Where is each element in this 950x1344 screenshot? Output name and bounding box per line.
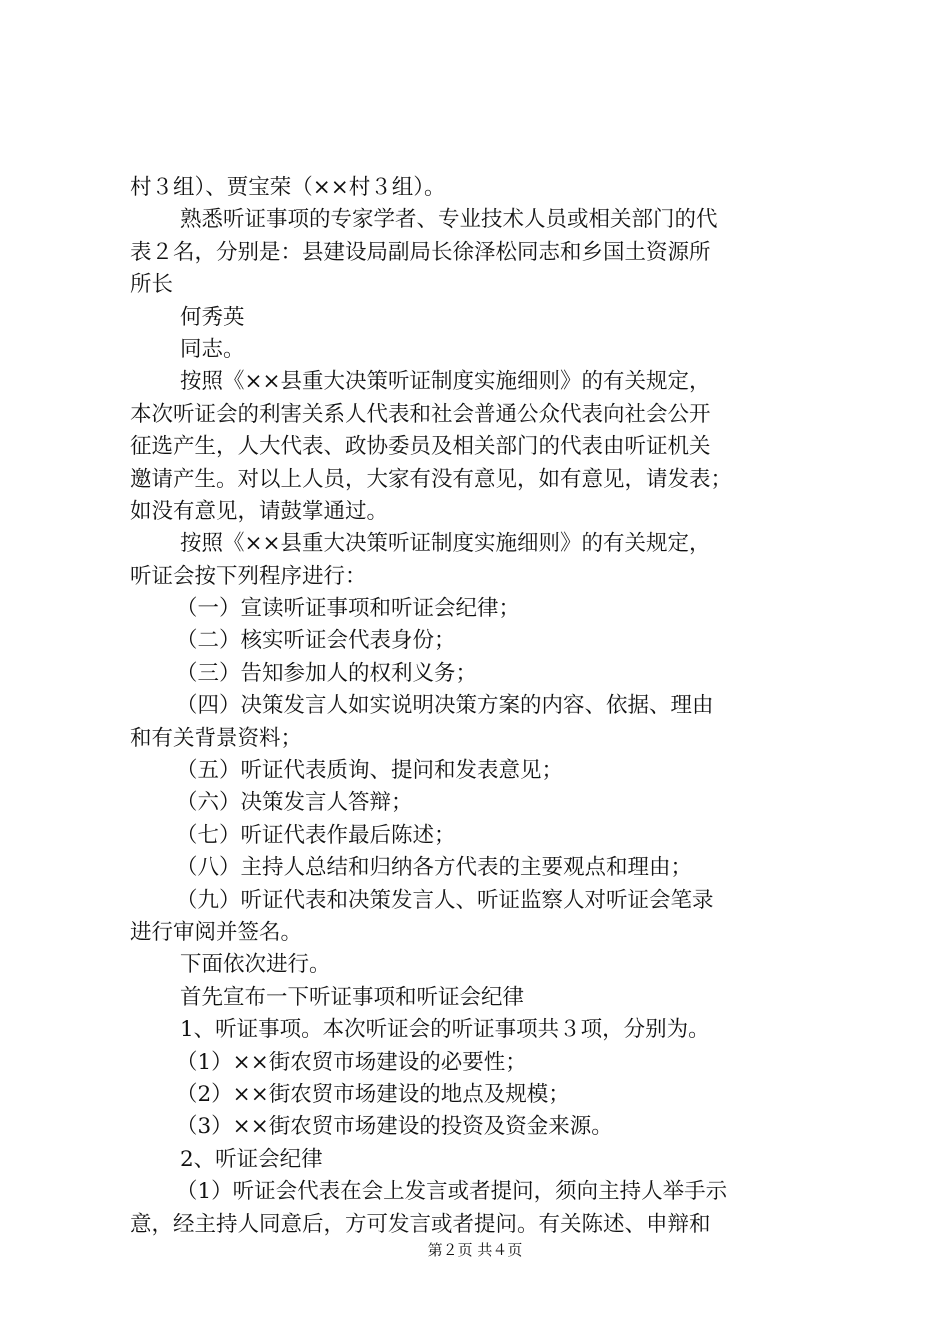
text-line: 村３组）、贾宝荣（××村３组）。 <box>130 175 446 200</box>
text-line: （一）宣读听证事项和听证会纪律； <box>176 596 521 622</box>
text-line: （五）听证代表质询、提问和发表意见； <box>176 758 564 784</box>
text-line: 征选产生，人大代表、政协委员及相关部门的代表由听证机关 <box>130 434 711 460</box>
text-line: 同志。 <box>180 336 245 362</box>
text-line: （二）核实听证会代表身份； <box>176 628 456 654</box>
text-line: （三）告知参加人的权利义务； <box>176 660 478 686</box>
text-line: （七）听证代表作最后陈述； <box>176 822 456 848</box>
text-line: 表２名，分别是：县建设局副局长徐泽松同志和乡国土资源所 <box>130 239 711 265</box>
document-body <box>130 172 840 1241</box>
text-line: （1）××街农贸市场建设的必要性； <box>176 1049 527 1075</box>
text-line: 按照《××县重大决策听证制度实施细则》的有关规定， <box>180 531 711 557</box>
text-line: 意，经主持人同意后，方可发言或者提问。有关陈述、申辩和 <box>130 1211 711 1237</box>
text-line: 和有关背景资料； <box>130 725 303 751</box>
text-line: 按照《××县重大决策听证制度实施细则》的有关规定， <box>180 369 711 395</box>
text-line: 邀请产生。对以上人员，大家有没有意见，如有意见，请发表； <box>130 466 733 492</box>
text-line: 听证会按下列程序进行： <box>130 563 367 589</box>
text-line: 1、听证事项。本次听证会的听证事项共３项，分别为。 <box>180 1017 710 1043</box>
text-line: （3）××街农贸市场建设的投资及资金来源。 <box>176 1114 613 1140</box>
text-line: 何秀英 <box>180 304 245 330</box>
text-line: （九）听证代表和决策发言人、听证监察人对听证会笔录 <box>176 887 714 913</box>
text-line: （1）听证会代表在会上发言或者提问，须向主持人举手示 <box>176 1179 728 1205</box>
text-line: 首先宣布一下听证事项和听证会纪律 <box>180 984 525 1010</box>
text-line: （四）决策发言人如实说明决策方案的内容、依据、理由 <box>176 693 714 719</box>
text-line: （2）××街农贸市场建设的地点及规模； <box>176 1081 570 1107</box>
text-line: 下面依次进行。 <box>180 952 331 978</box>
page-footer: 第２页 共４页 <box>427 1241 523 1259</box>
text-line: （六）决策发言人答辩； <box>176 790 413 816</box>
text-line: 所长 <box>130 272 174 298</box>
text-line: （八）主持人总结和归纳各方代表的主要观点和理由； <box>176 855 693 881</box>
text-line: 如没有意见，请鼓掌通过。 <box>130 498 389 524</box>
text-line: 进行审阅并签名。 <box>130 919 303 945</box>
text-line: 2、听证会纪律 <box>180 1146 323 1172</box>
text-line: 熟悉听证事项的专家学者、专业技术人员或相关部门的代 <box>180 207 718 233</box>
text-line: 本次听证会的利害关系人代表和社会普通公众代表向社会公开 <box>130 401 711 427</box>
